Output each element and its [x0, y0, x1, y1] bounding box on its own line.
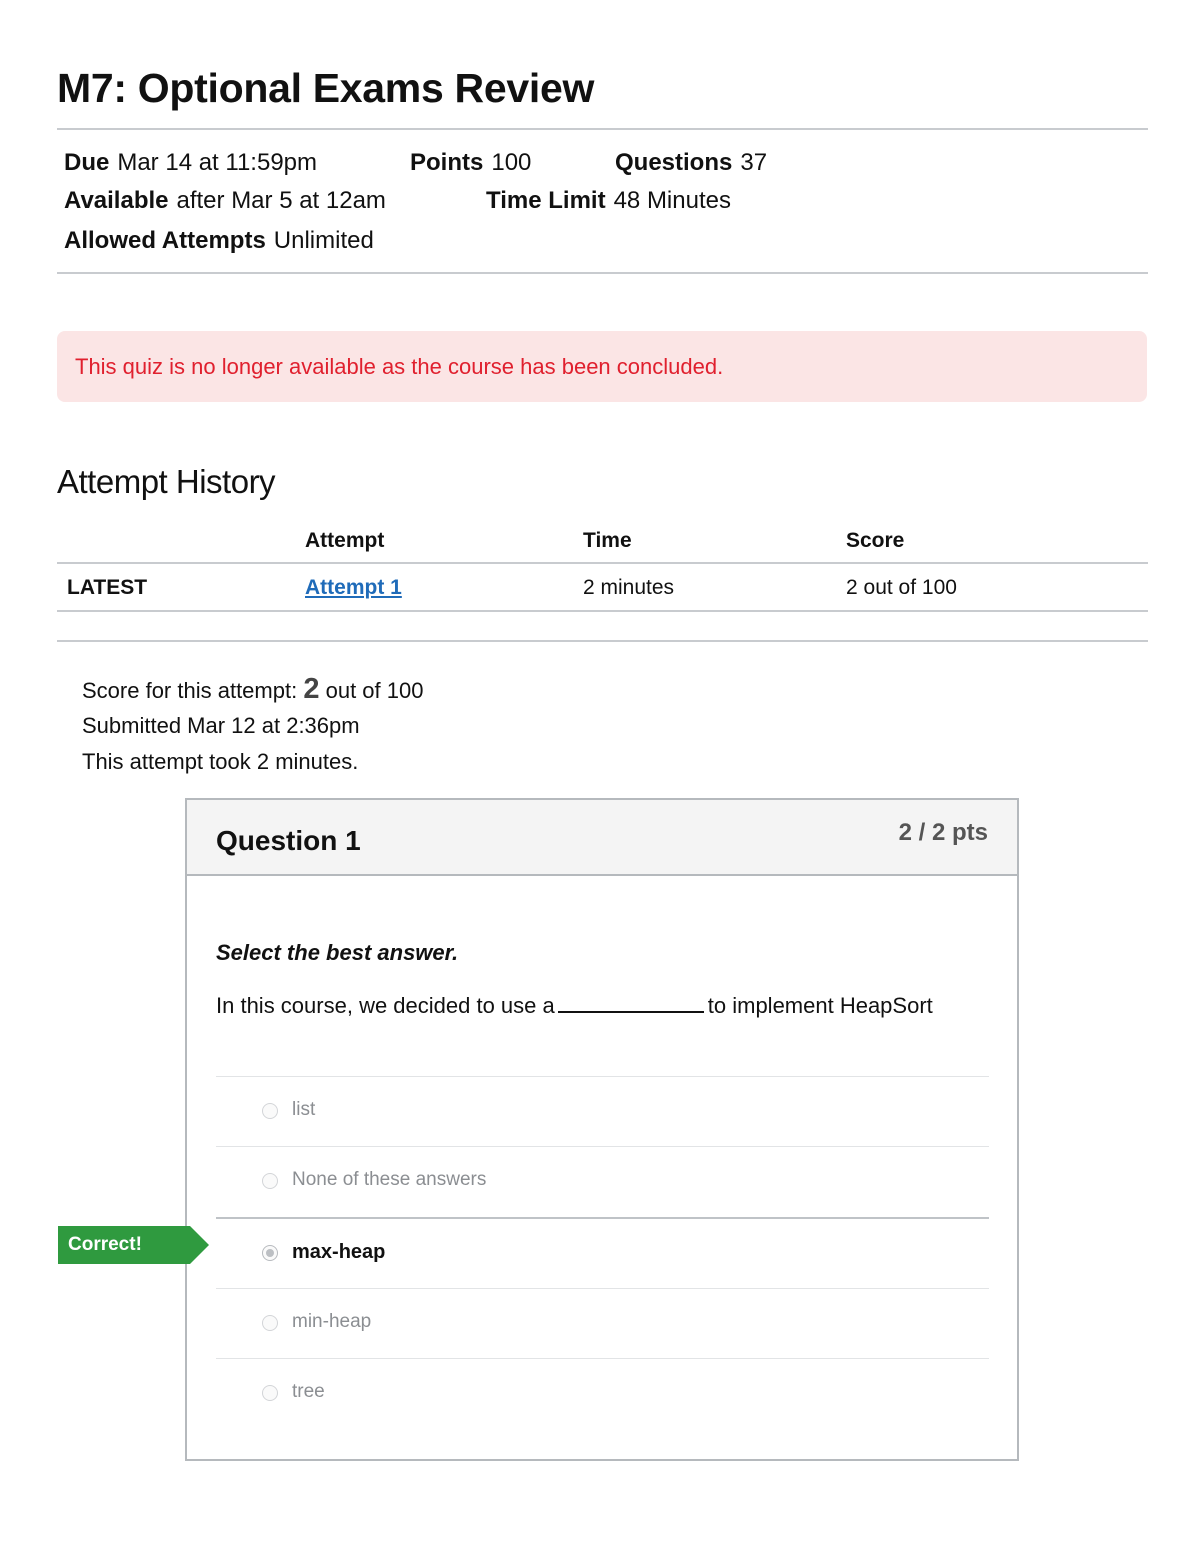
- points-value: 100: [491, 149, 532, 176]
- radio-button[interactable]: [262, 1103, 278, 1119]
- radio-button[interactable]: [262, 1315, 278, 1331]
- questions-count: [615, 148, 767, 178]
- answer-label: tree: [292, 1381, 325, 1402]
- meta-divider: [57, 272, 1148, 274]
- alert-text: This quiz is no longer available as the course has been concluded.: [75, 354, 724, 379]
- question-prompt: [216, 991, 933, 1021]
- history-divider: [57, 640, 1148, 642]
- radio-button-checked[interactable]: [262, 1245, 278, 1261]
- answer-option[interactable]: [216, 1146, 989, 1217]
- course-concluded-alert: [57, 331, 1147, 402]
- header-divider: [57, 128, 1148, 130]
- correct-answer-flag: Correct!: [58, 1226, 190, 1264]
- answer-blank: [558, 991, 704, 1013]
- answer-option[interactable]: [216, 1076, 989, 1147]
- table-row-divider: [57, 610, 1148, 612]
- question-card: [185, 798, 1019, 1461]
- attempt-time: 2 minutes: [583, 576, 675, 599]
- prompt-before: In this course, we decided to use a: [216, 993, 555, 1018]
- attempt-history-title: Attempt History: [57, 463, 276, 500]
- available-value: after Mar 5 at 12am: [176, 187, 386, 214]
- question-instruction: Select the best answer.: [216, 940, 459, 965]
- question-header: [187, 800, 1017, 876]
- latest-badge: LATEST: [67, 576, 148, 599]
- time-limit-value: 48 Minutes: [613, 187, 731, 214]
- column-header-time: Time: [583, 529, 632, 552]
- time-limit-label: Time Limit: [486, 187, 606, 214]
- question-points: 2 / 2 pts: [898, 819, 988, 846]
- column-header-attempt: Attempt: [305, 529, 385, 552]
- radio-button[interactable]: [262, 1385, 278, 1401]
- score-value: 2: [303, 673, 320, 705]
- attempts-value: Unlimited: [273, 227, 374, 254]
- attempt-history-table: [57, 522, 1148, 612]
- attempt-score-summary: [82, 674, 423, 706]
- attempts-label: Allowed Attempts: [64, 227, 266, 254]
- points: [410, 148, 531, 178]
- questions-label: Questions: [615, 149, 733, 176]
- attempt-score: 2 out of 100: [846, 576, 957, 599]
- answer-label: min-heap: [292, 1311, 372, 1332]
- submitted-date: Submitted Mar 12 at 2:36pm: [82, 713, 360, 738]
- due-label: Due: [64, 149, 110, 176]
- attempt-1-link[interactable]: Attempt 1: [305, 576, 402, 599]
- points-label: Points: [410, 149, 484, 176]
- time-limit: [486, 186, 731, 216]
- page-title: M7: Optional Exams Review: [57, 65, 595, 111]
- available-label: Available: [64, 187, 169, 214]
- answer-option[interactable]: [216, 1288, 989, 1359]
- answer-option-selected[interactable]: [216, 1217, 989, 1289]
- allowed-attempts: [64, 226, 374, 256]
- answer-label: list: [292, 1099, 316, 1120]
- answer-label: None of these answers: [292, 1169, 487, 1190]
- questions-value: 37: [740, 149, 768, 176]
- score-prefix: Score for this attempt:: [82, 678, 298, 703]
- availability: [64, 186, 386, 216]
- attempt-duration: This attempt took 2 minutes.: [82, 749, 359, 774]
- due-date: [64, 148, 317, 178]
- question-title: Question 1: [216, 825, 361, 856]
- due-value: Mar 14 at 11:59pm: [117, 149, 318, 176]
- answer-option[interactable]: [216, 1358, 989, 1429]
- prompt-after: to implement HeapSort: [707, 993, 933, 1018]
- radio-button[interactable]: [262, 1173, 278, 1189]
- table-header-divider: [57, 562, 1148, 564]
- column-header-score: Score: [846, 529, 905, 552]
- score-suffix: out of 100: [325, 678, 424, 703]
- answer-label: max-heap: [292, 1241, 386, 1263]
